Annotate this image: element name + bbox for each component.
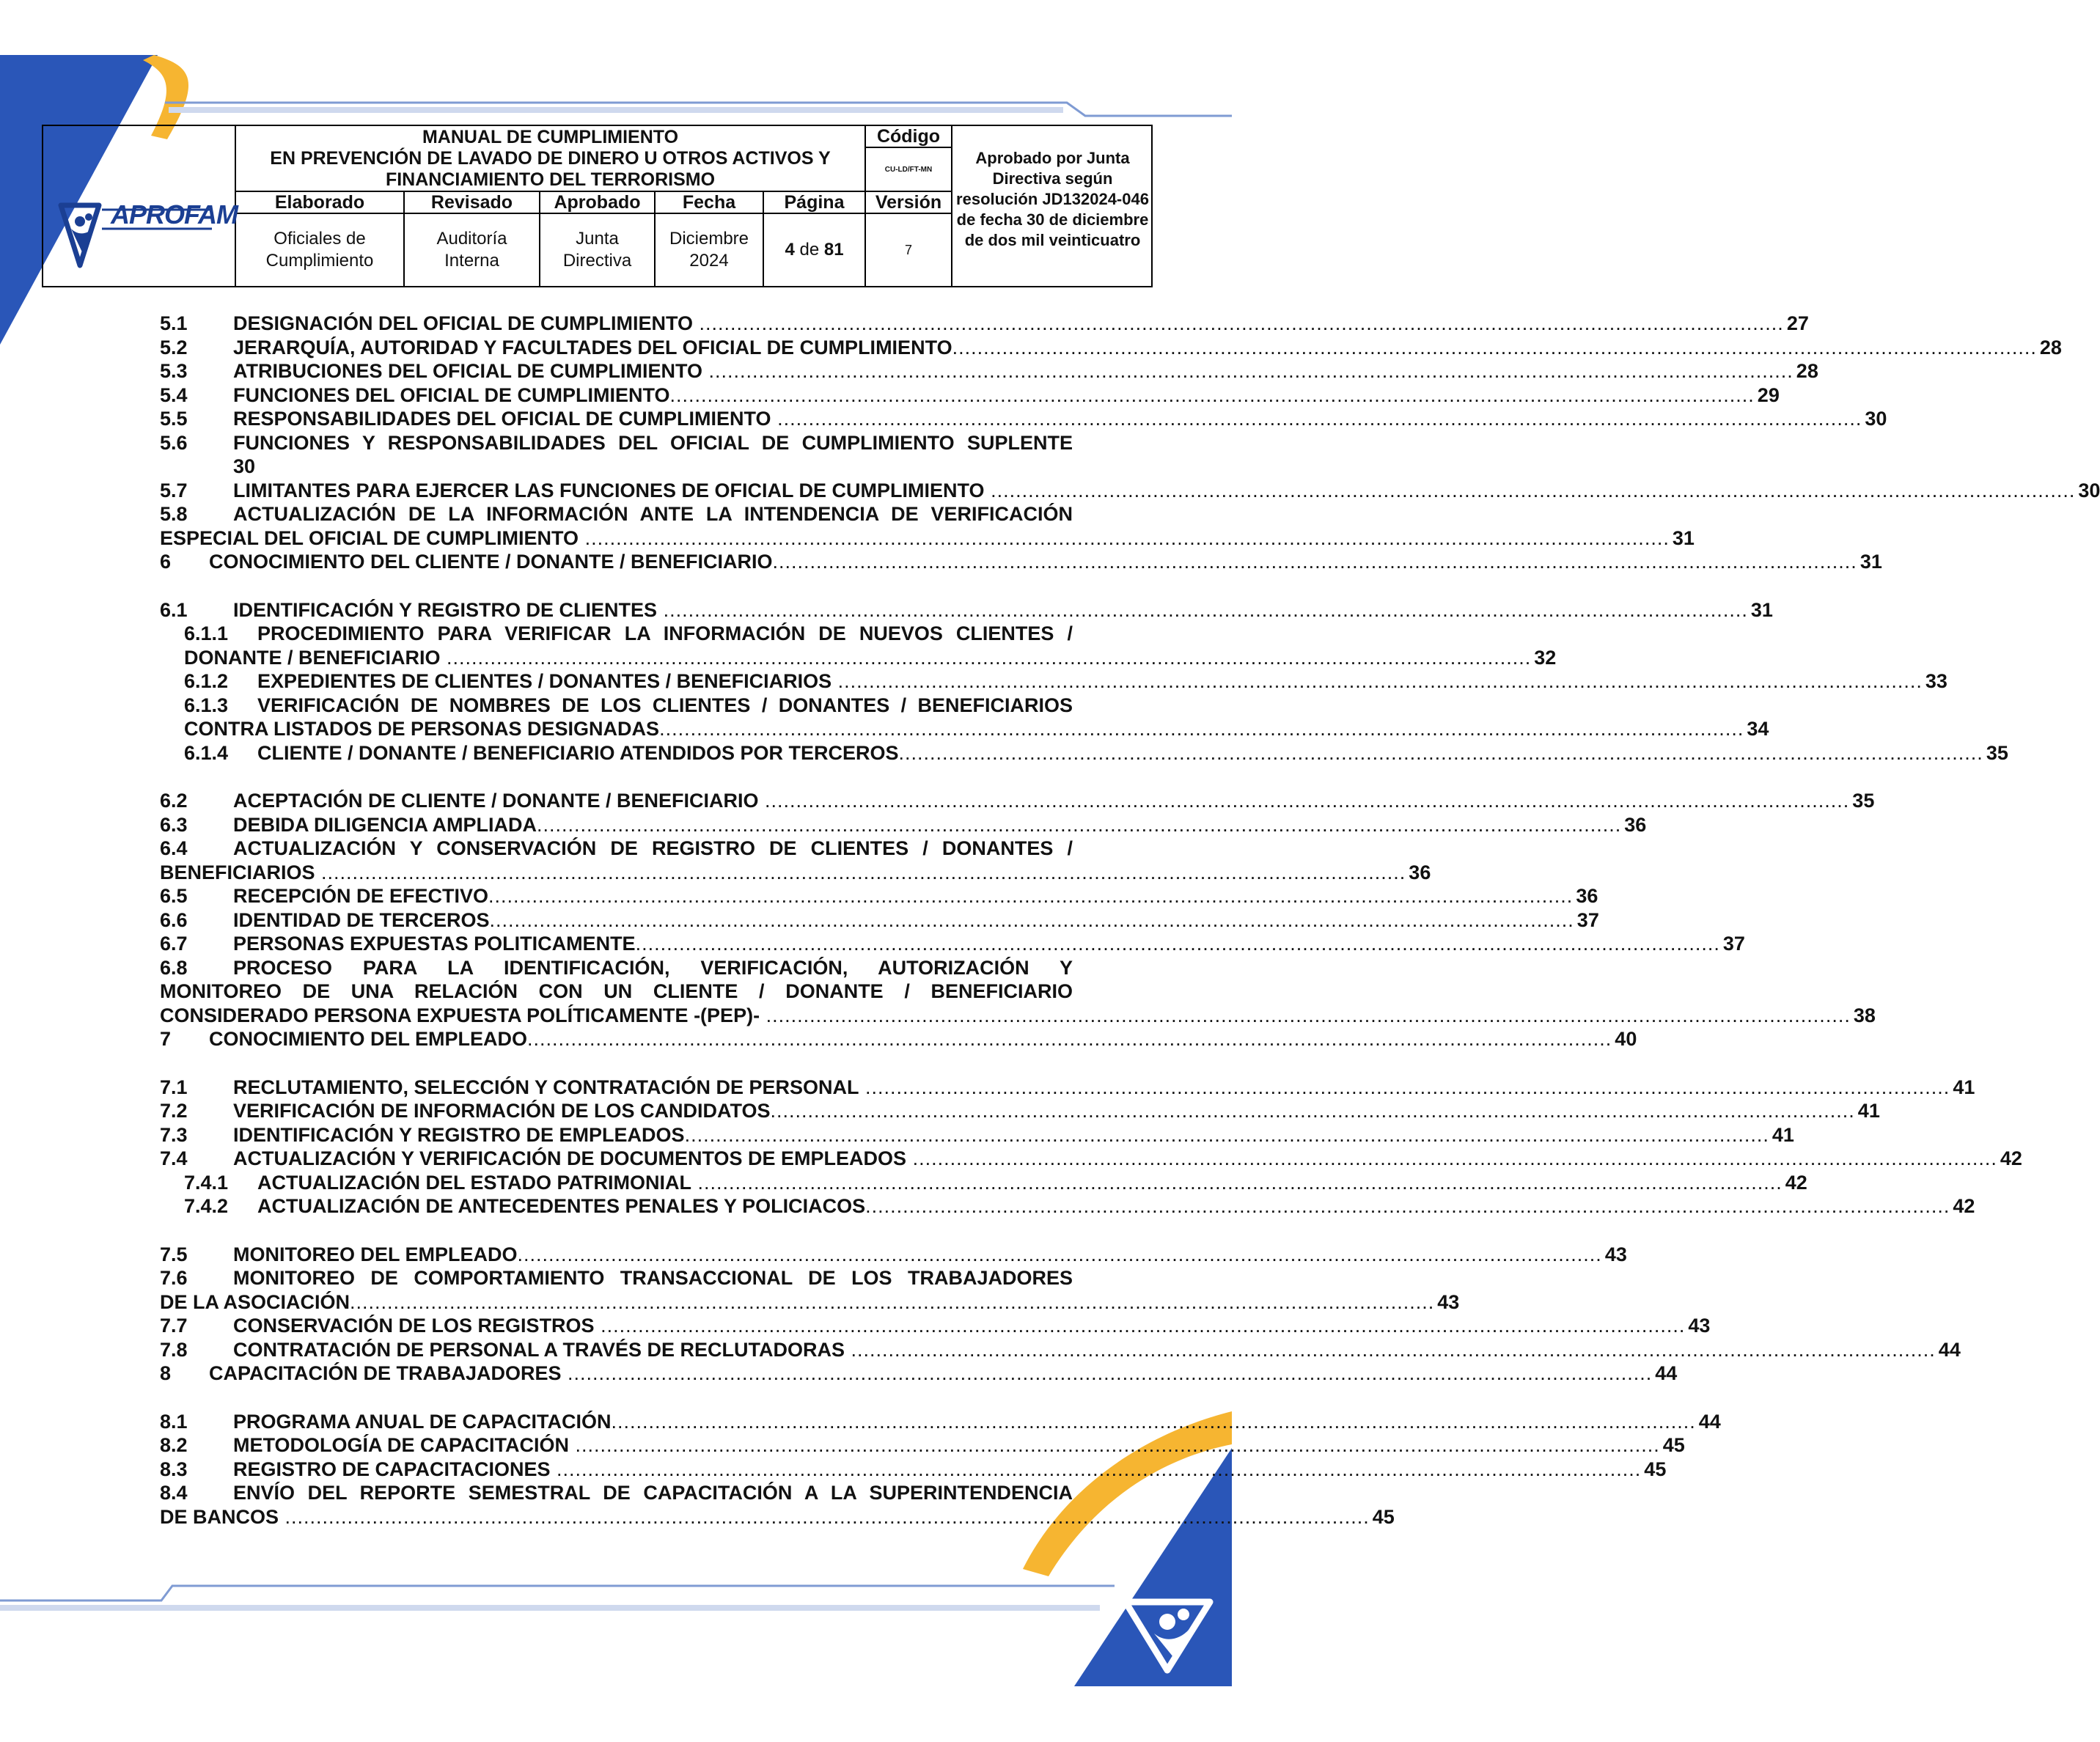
toc-page: 29 xyxy=(1757,383,1780,406)
toc-page: 37 xyxy=(1722,933,1745,955)
toc-title: CONSERVACIÓN DE LOS REGISTROS xyxy=(233,1315,595,1337)
toc-title: DEBIDA DILIGENCIA AMPLIADA xyxy=(233,813,537,836)
toc-title: DONANTE / BENEFICIARIO xyxy=(184,646,441,669)
toc-number: 6.1.2 xyxy=(184,670,229,692)
toc-number: 5.2 xyxy=(160,336,188,359)
revisado-label: Revisado xyxy=(430,191,513,213)
toc-page: 33 xyxy=(1925,670,1947,692)
toc-title: CLIENTE / DONANTE / BENEFICIARIO ATENDIDOS POR TERCEROS xyxy=(257,741,899,764)
codigo-value: CU-LD/FT-MN xyxy=(884,165,933,174)
toc-entry[interactable]: 6.1.4 CLIENTE / DONANTE / BENEFICIARIO ATENDIDOS POR TERCEROS .............................................................................................................................................................................. 35 xyxy=(184,741,2008,764)
toc-title: PERSONAS EXPUESTAS POLITICAMENTE xyxy=(233,933,636,955)
toc-title: PROCEDIMIENTO PARA VERIFICAR LA INFORMACIÓN DE NUEVOS CLIENTES / xyxy=(257,622,1073,644)
toc-title: ACTUALIZACIÓN DE LA INFORMACIÓN ANTE LA INTENDENCIA DE VERIFICACIÓN xyxy=(233,503,1073,525)
toc-number: 8 xyxy=(160,1362,172,1384)
toc-entry[interactable]: 7.3 IDENTIFICACIÓN Y REGISTRO DE EMPLEADOS .............................................................................................................................................................................. 41 xyxy=(160,1123,1794,1146)
toc-entry-continuation: CONSIDERADO PERSONA EXPUESTA POLÍTICAMENTE -(PEP)- .............................................................................................................................................................................. 38 xyxy=(160,1004,1876,1026)
toc-number: 6.6 xyxy=(160,908,188,931)
toc-title: FUNCIONES DEL OFICIAL DE CUMPLIMIENTO xyxy=(233,383,670,406)
toc-page: 28 xyxy=(2039,336,2062,359)
toc-page: 41 xyxy=(1953,1076,1975,1098)
revisado-value: Auditoría Interna xyxy=(436,229,507,271)
toc-page: 27 xyxy=(1786,312,1809,334)
toc-entry[interactable] xyxy=(160,431,1073,455)
toc-entry[interactable]: 5.2 JERARQUÍA, AUTORIDAD Y FACULTADES DEL OFICIAL DE CUMPLIMIENTO .............................................................................................................................................................................. 28 xyxy=(160,336,2062,359)
toc-entry[interactable] xyxy=(160,622,1073,646)
toc-title: ESPECIAL DEL OFICIAL DE CUMPLIMIENTO xyxy=(160,526,579,549)
toc-title: MONITOREO DE COMPORTAMIENTO TRANSACCIONAL DE LOS TRABAJADORES xyxy=(233,1267,1073,1289)
toc-number: 5.8 xyxy=(160,503,188,525)
toc-title: REGISTRO DE CAPACITACIONES xyxy=(233,1458,551,1480)
toc-page: 42 xyxy=(1953,1195,1975,1217)
fecha-value: Diciembre 2024 xyxy=(669,229,749,271)
toc-entry[interactable] xyxy=(160,1481,1073,1505)
pagina-current: 4 xyxy=(785,240,795,260)
toc-title: EXPEDIENTES DE CLIENTES / DONANTES / BENEFICIARIOS xyxy=(257,670,832,692)
toc-entry[interactable] xyxy=(160,837,1073,861)
toc-number: 6.1.1 xyxy=(184,622,229,644)
toc-page: 42 xyxy=(1785,1171,1807,1194)
toc-number: 8.2 xyxy=(160,1434,188,1456)
toc-entry-continuation: DE LA ASOCIACIÓN .............................................................................................................................................................................. 43 xyxy=(160,1290,1460,1313)
toc-page: 32 xyxy=(1534,646,1557,669)
version-value: 7 xyxy=(904,242,912,257)
toc-entry-continuation: ESPECIAL DEL OFICIAL DE CUMPLIMIENTO .............................................................................................................................................................................. 31 xyxy=(160,526,1695,549)
toc-number: 6.4 xyxy=(160,837,188,859)
toc-title: VERIFICACIÓN DE NOMBRES DE LOS CLIENTES / DONANTES / BENEFICIARIOS xyxy=(257,694,1073,716)
table-of-contents xyxy=(160,312,2100,1529)
toc-number: 7.5 xyxy=(160,1243,188,1265)
toc-page: 43 xyxy=(1688,1315,1711,1337)
toc-number: 7 xyxy=(160,1028,172,1050)
toc-title: ENVÍO DEL REPORTE SEMESTRAL DE CAPACITACIÓN A LA SUPERINTENDENCIA xyxy=(233,1482,1073,1504)
version-label: Versión xyxy=(875,191,942,213)
toc-number: 8.1 xyxy=(160,1410,188,1433)
toc-entry[interactable]: 6.1 IDENTIFICACIÓN Y REGISTRO DE CLIENTES .............................................................................................................................................................................. 31 xyxy=(160,598,1773,621)
toc-number: 6.5 xyxy=(160,885,188,907)
toc-entry-continuation xyxy=(160,980,1073,1004)
toc-title: DE BANCOS xyxy=(160,1505,279,1528)
toc-entry[interactable]: 7.5 MONITOREO DEL EMPLEADO .............................................................................................................................................................................. 43 xyxy=(160,1243,1627,1265)
toc-entry[interactable]: 8.3 REGISTRO DE CAPACITACIONES .............................................................................................................................................................................. 45 xyxy=(160,1458,1667,1480)
toc-page: 41 xyxy=(1772,1123,1794,1146)
toc-entry[interactable] xyxy=(160,1266,1073,1290)
toc-title: PROCESO PARA LA IDENTIFICACIÓN, VERIFICACIÓN, AUTORIZACIÓN Y xyxy=(233,956,1073,979)
aprofam-logo xyxy=(43,126,238,286)
toc-entry[interactable]: 7 CONOCIMIENTO DEL EMPLEADO .............................................................................................................................................................................. 40 xyxy=(160,1028,1637,1050)
pagina-label: Página xyxy=(784,191,845,213)
toc-number: 6.7 xyxy=(160,933,188,955)
toc-page: 43 xyxy=(1604,1243,1627,1265)
toc-title: DE LA ASOCIACIÓN xyxy=(160,1290,350,1313)
toc-number: 7.4.1 xyxy=(184,1171,229,1194)
toc-title: CONTRA LISTADOS DE PERSONAS DESIGNADAS xyxy=(184,718,660,740)
toc-title: CONTRATACIÓN DE PERSONAL A TRAVÉS DE RECLUTADORAS xyxy=(233,1338,845,1361)
toc-title: IDENTIFICACIÓN Y REGISTRO DE CLIENTES xyxy=(233,598,658,621)
toc-title: MONITOREO DE UNA RELACIÓN CON UN CLIENTE / DONANTE / BENEFICIARIO xyxy=(160,980,1073,1002)
toc-entry[interactable]: 6 CONOCIMIENTO DEL CLIENTE / DONANTE / BENEFICIARIO .............................................................................................................................................................................. 31 xyxy=(160,551,1882,573)
title-line-2: EN PREVENCIÓN DE LAVADO DE DINERO U OTROS ACTIVOS Y xyxy=(270,147,831,169)
toc-title: RECEPCIÓN DE EFECTIVO xyxy=(233,885,489,907)
toc-entry[interactable] xyxy=(160,956,1073,980)
toc-entry-continuation: CONTRA LISTADOS DE PERSONAS DESIGNADAS .............................................................................................................................................................................. 34 xyxy=(184,718,1769,740)
toc-entry[interactable]: 6.7 PERSONAS EXPUESTAS POLITICAMENTE .............................................................................................................................................................................. 37 xyxy=(160,933,1745,955)
toc-number: 7.4 xyxy=(160,1147,188,1169)
toc-number: 5.6 xyxy=(160,431,188,454)
pagina-value xyxy=(764,214,864,286)
fecha-label: Fecha xyxy=(682,191,736,213)
toc-number: 8.3 xyxy=(160,1458,188,1480)
toc-title: ACEPTACIÓN DE CLIENTE / DONANTE / BENEFICIARIO xyxy=(233,790,759,812)
toc-title: RESPONSABILIDADES DEL OFICIAL DE CUMPLIMIENTO xyxy=(233,408,771,430)
elaborado-value: Oficiales de Cumplimiento xyxy=(265,229,374,271)
toc-number: 6.8 xyxy=(160,956,188,979)
toc-page: 36 xyxy=(1409,861,1431,883)
toc-number: 6.3 xyxy=(160,813,188,836)
toc-page: 45 xyxy=(1644,1458,1667,1480)
pagina-total: 81 xyxy=(823,240,844,260)
toc-entry[interactable]: 6.1.2 EXPEDIENTES DE CLIENTES / DONANTES / BENEFICIARIOS .............................................................................................................................................................................. 33 xyxy=(184,670,1947,692)
aprobado-label: Aprobado xyxy=(554,191,641,213)
toc-page: 31 xyxy=(1750,598,1773,621)
toc-entry[interactable]: 7.1 RECLUTAMIENTO, SELECCIÓN Y CONTRATACIÓN DE PERSONAL .............................................................................................................................................................................. 41 xyxy=(160,1076,1975,1098)
toc-page: 35 xyxy=(1986,741,2008,764)
toc-number: 5.3 xyxy=(160,360,188,382)
toc-page: 37 xyxy=(1576,908,1599,931)
toc-number: 7.4.2 xyxy=(184,1195,229,1217)
toc-entry[interactable]: 6.3 DEBIDA DILIGENCIA AMPLIADA .............................................................................................................................................................................. 36 xyxy=(160,813,1647,836)
toc-entry[interactable] xyxy=(160,694,1073,718)
bottom-rule-line xyxy=(0,1586,1115,1600)
toc-title: BENEFICIARIOS xyxy=(160,861,315,883)
toc-number: 5.7 xyxy=(160,479,188,501)
toc-entry[interactable]: 6.6 IDENTIDAD DE TERCEROS .............................................................................................................................................................................. 37 xyxy=(160,908,1599,931)
toc-number: 5.5 xyxy=(160,408,188,430)
toc-page: 44 xyxy=(1655,1362,1678,1384)
toc-number: 6.1 xyxy=(160,598,188,621)
toc-title: DESIGNACIÓN DEL OFICIAL DE CUMPLIMIENTO xyxy=(233,312,694,334)
toc-entry[interactable]: 5.5 RESPONSABILIDADES DEL OFICIAL DE CUMPLIMIENTO .............................................................................................................................................................................. 30 xyxy=(160,408,1887,430)
toc-page: 34 xyxy=(1747,718,1769,740)
toc-number: 8.4 xyxy=(160,1482,188,1504)
toc-page: 42 xyxy=(2000,1147,2022,1169)
toc-entry-continuation xyxy=(160,455,1073,479)
toc-entry[interactable]: 6.5 RECEPCIÓN DE EFECTIVO .............................................................................................................................................................................. 36 xyxy=(160,885,1598,907)
toc-number: 7.2 xyxy=(160,1100,188,1122)
toc-page: 35 xyxy=(1852,790,1875,812)
toc-entry[interactable]: 6.2 ACEPTACIÓN DE CLIENTE / DONANTE / BENEFICIARIO .............................................................................................................................................................................. 35 xyxy=(160,790,1875,812)
toc-number: 5.1 xyxy=(160,312,188,334)
toc-number: 6 xyxy=(160,551,172,573)
toc-page: 30 xyxy=(2078,479,2100,501)
toc-page: 30 xyxy=(233,455,256,477)
toc-entry[interactable]: 7.4.2 ACTUALIZACIÓN DE ANTECEDENTES PENALES Y POLICIACOS .............................................................................................................................................................................. 42 xyxy=(184,1195,1975,1217)
toc-title: CONOCIMIENTO DEL CLIENTE / DONANTE / BENEFICIARIO xyxy=(209,551,773,573)
toc-title: IDENTIDAD DE TERCEROS xyxy=(233,908,490,931)
toc-page: 31 xyxy=(1859,551,1882,573)
toc-entry[interactable]: 7.2 VERIFICACIÓN DE INFORMACIÓN DE LOS CANDIDATOS .............................................................................................................................................................................. 41 xyxy=(160,1100,1880,1122)
toc-number: 7.7 xyxy=(160,1315,188,1337)
toc-title: VERIFICACIÓN DE INFORMACIÓN DE LOS CANDIDATOS xyxy=(233,1100,771,1122)
toc-title: LIMITANTES PARA EJERCER LAS FUNCIONES DE OFICIAL DE CUMPLIMIENTO xyxy=(233,479,985,501)
toc-page: 44 xyxy=(1698,1410,1721,1433)
toc-number: 7.1 xyxy=(160,1076,188,1098)
toc-title: CAPACITACIÓN DE TRABAJADORES xyxy=(209,1362,562,1384)
toc-number: 6.1.3 xyxy=(184,694,229,716)
toc-title: CONSIDERADO PERSONA EXPUESTA POLÍTICAMENTE -(PEP)- xyxy=(160,1004,760,1026)
approval-note: Aprobado por Junta Directiva según resolución JD132024-046 de fecha 30 de diciembre de dos mil veinticuatro xyxy=(956,149,1149,249)
toc-title: ATRIBUCIONES DEL OFICIAL DE CUMPLIMIENTO xyxy=(233,360,703,382)
toc-page: 40 xyxy=(1615,1028,1637,1050)
toc-entry[interactable]: 8.1 PROGRAMA ANUAL DE CAPACITACIÓN .............................................................................................................................................................................. 44 xyxy=(160,1410,1721,1433)
toc-entry-continuation: DE BANCOS .............................................................................................................................................................................. 45 xyxy=(160,1505,1395,1528)
toc-entry[interactable] xyxy=(160,502,1073,526)
toc-title: IDENTIFICACIÓN Y REGISTRO DE EMPLEADOS xyxy=(233,1123,685,1146)
toc-entry[interactable]: 8 CAPACITACIÓN DE TRABAJADORES .............................................................................................................................................................................. 44 xyxy=(160,1362,1678,1384)
toc-page: 36 xyxy=(1576,885,1598,907)
toc-page: 43 xyxy=(1437,1290,1460,1313)
document-header-table xyxy=(42,125,1153,287)
toc-title: METODOLOGÍA DE CAPACITACIÓN xyxy=(233,1434,569,1456)
toc-entry[interactable]: 5.1 DESIGNACIÓN DEL OFICIAL DE CUMPLIMIENTO .............................................................................................................................................................................. 27 xyxy=(160,312,1809,334)
toc-page: 38 xyxy=(1853,1004,1876,1026)
toc-page: 44 xyxy=(1938,1338,1961,1361)
toc-entry[interactable]: 7.4.1 ACTUALIZACIÓN DEL ESTADO PATRIMONIAL .............................................................................................................................................................................. 42 xyxy=(184,1171,1807,1194)
toc-entry[interactable]: 7.4 ACTUALIZACIÓN Y VERIFICACIÓN DE DOCUMENTOS DE EMPLEADOS .............................................................................................................................................................................. 42 xyxy=(160,1147,2022,1169)
toc-title: ACTUALIZACIÓN Y VERIFICACIÓN DE DOCUMENTOS DE EMPLEADOS xyxy=(233,1147,907,1169)
elaborado-label: Elaborado xyxy=(274,191,365,213)
toc-entry[interactable]: 8.2 METODOLOGÍA DE CAPACITACIÓN .............................................................................................................................................................................. 45 xyxy=(160,1434,1685,1456)
logo-text: APROFAM xyxy=(111,199,238,229)
toc-page: 28 xyxy=(1796,360,1818,382)
toc-entry-continuation: DONANTE / BENEFICIARIO .............................................................................................................................................................................. 32 xyxy=(184,646,1557,669)
toc-number: 7.8 xyxy=(160,1338,188,1361)
toc-page: 45 xyxy=(1662,1434,1685,1456)
toc-entry[interactable]: 7.7 CONSERVACIÓN DE LOS REGISTROS .............................................................................................................................................................................. 43 xyxy=(160,1315,1711,1337)
document-title xyxy=(236,126,864,191)
toc-page: 45 xyxy=(1372,1505,1395,1528)
toc-entry-continuation: BENEFICIARIOS .............................................................................................................................................................................. 36 xyxy=(160,861,1431,883)
toc-entry[interactable]: 5.3 ATRIBUCIONES DEL OFICIAL DE CUMPLIMIENTO .............................................................................................................................................................................. 28 xyxy=(160,360,1818,382)
title-line-1: MANUAL DE CUMPLIMIENTO xyxy=(422,126,679,147)
toc-title: MONITOREO DEL EMPLEADO xyxy=(233,1243,518,1265)
toc-number: 7.3 xyxy=(160,1123,188,1146)
toc-entry[interactable]: 5.4 FUNCIONES DEL OFICIAL DE CUMPLIMIENTO .............................................................................................................................................................................. 29 xyxy=(160,383,1780,406)
pagina-of: de xyxy=(799,240,820,260)
toc-page: 36 xyxy=(1624,813,1647,836)
toc-number: 6.1.4 xyxy=(184,741,229,764)
toc-title: JERARQUÍA, AUTORIDAD Y FACULTADES DEL OFICIAL DE CUMPLIMIENTO xyxy=(233,336,952,359)
toc-page: 31 xyxy=(1672,526,1695,549)
toc-title: PROGRAMA ANUAL DE CAPACITACIÓN xyxy=(233,1410,612,1433)
toc-entry[interactable]: 5.7 LIMITANTES PARA EJERCER LAS FUNCIONES DE OFICIAL DE CUMPLIMIENTO .............................................................................................................................................................................. 30 xyxy=(160,479,2100,501)
toc-title: ACTUALIZACIÓN DE ANTECEDENTES PENALES Y POLICIACOS xyxy=(257,1195,866,1217)
toc-page: 41 xyxy=(1857,1100,1880,1122)
toc-number: 6.2 xyxy=(160,790,188,812)
toc-number: 7.6 xyxy=(160,1267,188,1289)
title-line-3: FINANCIAMIENTO DEL TERRORISMO xyxy=(385,169,716,190)
aprobado-value: Junta Directiva xyxy=(562,229,632,271)
toc-page: 30 xyxy=(1865,408,1887,430)
toc-title: FUNCIONES Y RESPONSABILIDADES DEL OFICIAL DE CUMPLIMIENTO SUPLENTE xyxy=(233,431,1073,454)
toc-title: CONOCIMIENTO DEL EMPLEADO xyxy=(209,1028,528,1050)
toc-entry[interactable]: 7.8 CONTRATACIÓN DE PERSONAL A TRAVÉS DE RECLUTADORAS .............................................................................................................................................................................. 44 xyxy=(160,1338,1961,1361)
codigo-label: Código xyxy=(876,125,941,147)
toc-title: ACTUALIZACIÓN Y CONSERVACIÓN DE REGISTRO DE CLIENTES / DONANTES / xyxy=(233,837,1073,859)
toc-title: ACTUALIZACIÓN DEL ESTADO PATRIMONIAL xyxy=(257,1171,691,1194)
toc-number: 5.4 xyxy=(160,383,188,406)
toc-title: RECLUTAMIENTO, SELECCIÓN Y CONTRATACIÓN DE PERSONAL xyxy=(233,1076,859,1098)
